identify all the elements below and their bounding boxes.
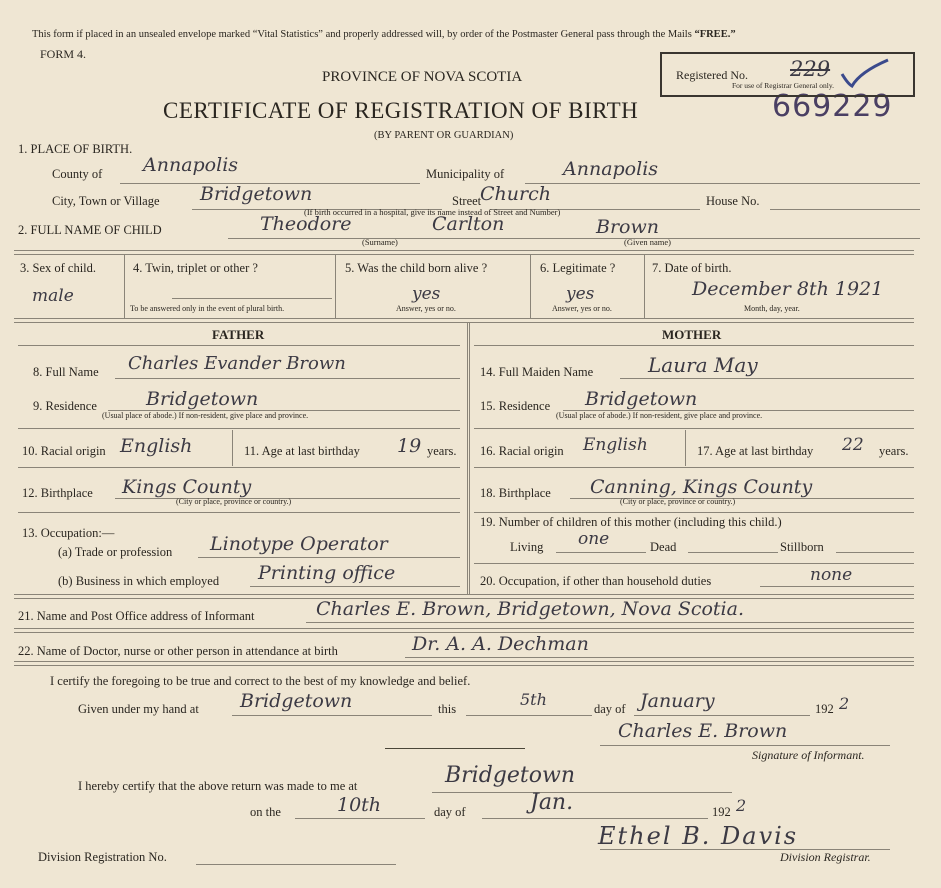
dob-label: 7. Date of birth. <box>652 261 732 275</box>
province-heading: PROVINCE OF NOVA SCOTIA <box>322 69 523 85</box>
row-divider <box>14 661 914 666</box>
registrar-month-line <box>482 818 708 819</box>
col-divider <box>685 430 686 466</box>
municipality-line <box>525 183 920 184</box>
house-label: House No. <box>706 194 760 208</box>
given-month: January <box>640 690 715 712</box>
mother-residence-note: (Usual place of abode.) If non-resident, give place and province. <box>556 411 763 420</box>
municipality-label: Municipality of <box>426 167 505 181</box>
mother-name-value: Laura May <box>648 353 758 377</box>
child-name-line <box>228 238 920 239</box>
mother-children-label: 19. Number of children of this mother (including this child.) <box>480 515 782 529</box>
row-line <box>474 428 914 429</box>
registrar-place-line <box>432 792 732 793</box>
living-line <box>556 552 646 553</box>
sex-label: 3. Sex of child. <box>20 261 97 275</box>
row-line <box>18 467 460 468</box>
father-occupation-label: 13. Occupation:— <box>22 526 115 540</box>
mother-racial-label: 16. Racial origin <box>480 444 564 458</box>
legitimate-value: yes <box>566 284 595 304</box>
doctor-value: Dr. A. A. Dechman <box>412 633 589 655</box>
row-divider <box>14 318 914 323</box>
mother-years-label: years. <box>879 444 909 458</box>
father-residence-note: (Usual place of abode.) If non-resident, give place and province. <box>102 411 309 420</box>
mother-heading: MOTHER <box>662 327 722 342</box>
mother-birthplace-value: Canning, Kings County <box>590 476 813 498</box>
child-name-label: 2. FULL NAME OF CHILD <box>18 223 162 237</box>
alive-note: Answer, yes or no. <box>396 304 456 313</box>
mother-occupation-line <box>760 586 914 587</box>
mailing-note <box>32 30 736 41</box>
alive-value: yes <box>412 284 441 304</box>
col-divider <box>232 430 233 466</box>
given-day-line <box>466 715 592 716</box>
father-trade-label: (a) Trade or profession <box>58 545 173 559</box>
row-line <box>18 512 460 513</box>
twin-label: 4. Twin, triplet or other ? <box>133 261 258 275</box>
form-number: FORM 4. <box>40 47 87 61</box>
col-divider <box>530 254 531 318</box>
father-business-value: Printing office <box>258 562 396 584</box>
col-divider <box>335 254 336 318</box>
check-mark-icon <box>838 56 894 90</box>
mother-heading-line <box>474 345 914 346</box>
child-given-2: Carlton <box>432 213 505 235</box>
dead-label: Dead <box>650 540 677 554</box>
father-racial-label: 10. Racial origin <box>22 444 106 458</box>
street-label: Street <box>452 194 482 208</box>
surname-note: (Surname) <box>362 237 398 247</box>
father-name-value: Charles Evander Brown <box>128 353 346 374</box>
hospital-note: (If birth occurred in a hospital, give its name instead of Street and Number) <box>304 207 561 217</box>
doctor-line <box>405 657 914 658</box>
given-note: (Given name) <box>624 237 671 247</box>
county-value: Annapolis <box>143 154 239 176</box>
legitimate-label: 6. Legitimate ? <box>540 261 616 275</box>
registrar-month: Jan. <box>530 790 574 815</box>
registrar-note: For use of Registrar General only. <box>732 81 834 90</box>
alive-label: 5. Was the child born alive ? <box>345 261 488 275</box>
doctor-label: 22. Name of Doctor, nurse or other person in attendance at birth <box>18 644 338 658</box>
father-trade-line <box>198 557 460 558</box>
living-value: one <box>578 529 610 549</box>
registrar-place: Bridgetown <box>445 763 575 788</box>
informant-value: Charles E. Brown, Bridgetown, Nova Scotia. <box>316 598 744 620</box>
stillborn-label: Stillborn <box>780 540 824 554</box>
registrar-signature: Ethel B. Davis <box>598 822 799 850</box>
registrar-day-of-label: day of <box>434 805 466 819</box>
division-line <box>196 864 396 865</box>
mailing-note-free: “FREE.” <box>694 29 736 40</box>
registrar-day: 10th <box>337 794 382 816</box>
row-line <box>474 467 914 468</box>
signature-label: Signature of Informant. <box>752 748 865 762</box>
col-divider <box>644 254 645 318</box>
dead-line <box>688 552 778 553</box>
county-label: County of <box>52 167 103 181</box>
father-age-label: 11. Age at last birthday <box>244 444 360 458</box>
registrar-signature-label: Division Registrar. <box>780 850 871 864</box>
certification-statement: I certify the foregoing to be true and correct to the best of my knowledge and belief. <box>50 674 471 688</box>
father-age-value: 19 <box>397 435 422 457</box>
day-of-label: day of <box>594 702 626 716</box>
dob-note: Month, day, year. <box>744 304 800 313</box>
informant-line <box>306 622 914 623</box>
father-residence-label: 9. Residence <box>33 399 97 413</box>
father-birthplace-note: (City or place, province or country.) <box>176 497 292 506</box>
mother-age-value: 22 <box>842 435 864 455</box>
mother-racial-value: English <box>583 435 648 455</box>
given-place-line <box>232 715 432 716</box>
street-value: Church <box>480 183 551 205</box>
given-day: 5th <box>520 690 547 709</box>
mother-residence-value: Bridgetown <box>585 388 698 410</box>
mother-name-line <box>620 378 914 379</box>
mother-residence-label: 15. Residence <box>480 399 551 413</box>
house-line <box>770 209 920 210</box>
father-business-label: (b) Business in which employed <box>58 574 220 588</box>
father-trade-value: Linotype Operator <box>210 533 388 555</box>
father-heading: FATHER <box>212 327 265 342</box>
col-divider <box>124 254 125 318</box>
registered-value: 229 <box>790 57 831 81</box>
informant-signature: Charles E. Brown <box>618 720 788 742</box>
mother-birthplace-label: 18. Birthplace <box>480 486 551 500</box>
stillborn-line <box>836 552 914 553</box>
row-line <box>18 428 460 429</box>
given-month-line <box>634 715 810 716</box>
father-name-line <box>115 378 460 379</box>
municipality-value: Annapolis <box>563 158 659 180</box>
division-label: Division Registration No. <box>38 850 167 864</box>
given-year-suffix: 2 <box>839 694 850 713</box>
mother-birthplace-note: (City or place, province or country.) <box>620 497 736 506</box>
page-title: CERTIFICATE OF REGISTRATION OF BIRTH <box>163 98 639 123</box>
child-surname: Brown <box>596 216 659 238</box>
place-of-birth-label: 1. PLACE OF BIRTH. <box>18 142 133 156</box>
informant-label: 21. Name and Post Office address of Informant <box>18 609 255 623</box>
father-heading-line <box>18 345 460 346</box>
signature-line <box>600 745 890 746</box>
father-racial-value: English <box>120 435 193 457</box>
given-under-label: Given under my hand at <box>78 702 199 716</box>
center-divider <box>467 322 470 594</box>
separator-line <box>385 748 525 749</box>
father-name-label: 8. Full Name <box>33 365 99 379</box>
sex-value: male <box>32 286 74 306</box>
registrar-statement: I hereby certify that the above return was made to me at <box>78 779 358 793</box>
mother-occupation-label: 20. Occupation, if other than household duties <box>480 574 712 588</box>
given-year-prefix: 192 <box>815 702 834 716</box>
given-place: Bridgetown <box>240 690 353 712</box>
child-given-1: Theodore <box>260 213 352 235</box>
city-value: Bridgetown <box>200 183 313 205</box>
twin-line <box>172 298 332 299</box>
registrar-year-suffix: 2 <box>736 796 747 815</box>
registrar-day-line <box>295 818 425 819</box>
certificate-number: 669229 <box>772 89 893 124</box>
father-residence-value: Bridgetown <box>146 388 259 410</box>
dob-value: December 8th 1921 <box>692 278 884 300</box>
mother-name-label: 14. Full Maiden Name <box>480 365 594 379</box>
on-the-label: on the <box>250 805 281 819</box>
this-label: this <box>438 702 457 716</box>
page-subtitle: (BY PARENT OR GUARDIAN) <box>374 130 514 141</box>
row-divider <box>14 250 914 255</box>
father-birthplace-label: 12. Birthplace <box>22 486 93 500</box>
row-line <box>474 512 914 513</box>
row-line <box>474 563 914 564</box>
legitimate-note: Answer, yes or no. <box>552 304 612 313</box>
twin-note: To be answered only in the event of plural birth. <box>130 304 285 313</box>
registered-label: Registered No. <box>676 68 748 82</box>
father-birthplace-value: Kings County <box>122 476 252 498</box>
mother-occupation-value: none <box>810 565 853 585</box>
registrar-year-prefix: 192 <box>712 805 731 819</box>
father-years-label: years. <box>427 444 457 458</box>
living-label: Living <box>510 540 544 554</box>
mother-age-label: 17. Age at last birthday <box>697 444 814 458</box>
mailing-note-text: This form if placed in an unsealed envelope marked “Vital Statistics” and properly addressed will, by order of the Postmaster General pass through the Mails <box>32 29 692 40</box>
father-business-line <box>250 586 460 587</box>
city-label: City, Town or Village <box>52 194 160 208</box>
